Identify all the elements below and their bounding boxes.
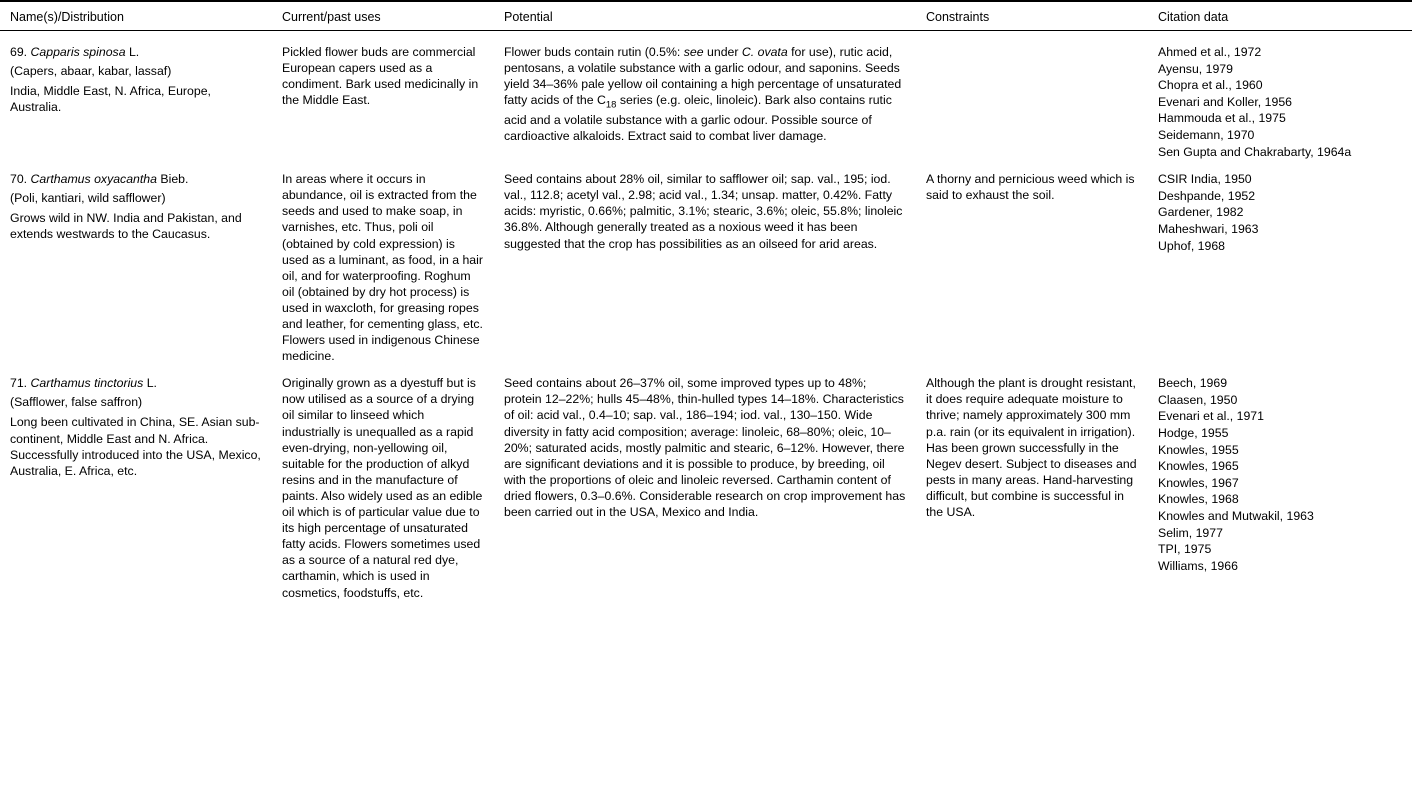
entry-title (10, 44, 262, 60)
potential-text: Seed contains about 26–37% oil, some improved types up to 48%; protein 12–22%; hulls 45–48%, thin-hulled types 14–18%. Characteristics of oil: acid val., 0.4–10; sap. val., 186–194; iod. val., 130–150. Wide diversity in fatty acid composition; average: linoleic, 68–80%; oleic, 10–20%; saturated acids, mostly palmitic and stearic, 6–12%. However, there are significant deviations and it is possible to produce, by breeding, oil with the proportions of oleic and linoleic reversed. Carthamin content of dried flowers, 0.3–0.6%. Considerable research on crop improvement has been carried out in the USA, Mexico and India. (504, 376, 906, 520)
entry-title (10, 171, 262, 187)
entry-authority: L. (146, 376, 157, 391)
constraints-text: Although the plant is drought resistant, it does require adequate moisture to thrive; namely approximately 300 mm p.a. rain (or its equivalent in irrigation). Has been grown successfully in the Negev desert. Subject to diseases and pests in many areas. Hand-harvesting difficult, but combine is successful in the USA. (926, 376, 1137, 520)
table-body (0, 31, 1412, 603)
citation-entry: Ahmed et al., 1972 (1158, 45, 1262, 59)
citation-entry: Seidemann, 1970 (1158, 127, 1255, 142)
column-header-constraints: Constraints (916, 1, 1148, 31)
citation-entry: Gardener, 1982 (1158, 205, 1244, 220)
entry-common-names: (Safflower, false saffron) (10, 395, 143, 410)
entry-distribution: India, Middle East, N. Africa, Europe, Australia. (10, 84, 211, 115)
potential-subscript: 18 (605, 99, 617, 111)
citation-entry: Knowles and Mutwakil, 1963 (1158, 509, 1314, 524)
cell-current-past-uses (272, 31, 494, 163)
entry-number: 69. (10, 45, 28, 59)
cell-citation-data (1148, 31, 1412, 163)
cell-current-past-uses (272, 162, 494, 366)
column-header-citation-data: Citation data (1148, 1, 1412, 31)
citation-entry: Knowles, 1965 (1158, 459, 1239, 474)
potential-segment-3: for use), rutic acid, pentosans, a volatile substance with a garlic odour, and saponins. Seeds yield 34–36% pale yellow oil containing a high percentage of unsaturated fatty acids of the C (504, 45, 902, 108)
entry-number: 70. (10, 172, 28, 187)
entry-authority: L. (128, 45, 140, 59)
citation-entry: TPI, 1975 (1158, 542, 1212, 557)
citation-entry: Knowles, 1955 (1158, 442, 1239, 457)
citation-entry: Chopra et al., 1960 (1158, 78, 1263, 93)
cell-potential (494, 162, 916, 366)
column-header-names-distribution: Name(s)/Distribution (0, 1, 272, 31)
column-header-current-past-uses: Current/past uses (272, 1, 494, 31)
entry-scientific-name: Carthamus oxyacantha (30, 172, 157, 187)
potential-text: Seed contains about 28% oil, similar to safflower oil; sap. val., 195; iod. val., 112.8; acetyl val., 2.98; acid val., 1.34; unsap. matter, 0.42%. Fatty acids: myristic, 0.66%; palmitic, 3.1%; stearic, 3.6%; oleic, 55.8%; linoleic 36.8%. Although generally treated as a noxious weed it has been suggested that the crop has possibilities as an oilseed for arid areas. (504, 172, 903, 251)
column-header-potential: Potential (494, 1, 916, 31)
citation-entry: Uphof, 1968 (1158, 238, 1226, 253)
entry-authority: Bieb. (160, 172, 189, 187)
citation-entry: CSIR India, 1950 (1158, 172, 1252, 187)
citation-entry: Ayensu, 1979 (1158, 61, 1233, 76)
constraints-text: A thorny and pernicious weed which is said to exhaust the soil. (926, 172, 1135, 203)
citation-entry: Sen Gupta and Chakrabarty, 1964a (1158, 144, 1352, 159)
cell-constraints (916, 366, 1148, 602)
current-uses-text: Pickled flower buds are commercial European capers used as a condiment. Bark used medicinally in the Middle East. (282, 45, 479, 108)
cell-name-distribution (0, 162, 272, 366)
cell-potential (494, 31, 916, 163)
entry-common-names: (Capers, abaar, kabar, lassaf) (10, 64, 172, 79)
citation-entry: Claasen, 1950 (1158, 392, 1238, 407)
citation-entry: Williams, 1966 (1158, 558, 1238, 573)
table-header (0, 1, 1412, 31)
cell-citation-data (1148, 366, 1412, 602)
table-row (0, 162, 1412, 366)
potential-segment-2: under (703, 45, 742, 59)
potential-segment-4: series (e.g. oleic, linoleic). Bark also contains rutic acid and a volatile substance with a garlic odour. Possible source of cardioactive alkaloids. Extract said to combat liver damage. (504, 93, 892, 144)
potential-text (504, 44, 906, 144)
table-row (0, 31, 1412, 163)
entry-distribution: Grows wild in NW. India and Pakistan, and extends westwards to the Caucasus. (10, 211, 242, 242)
citation-entry: Evenari and Koller, 1956 (1158, 94, 1292, 109)
citation-entry: Maheshwari, 1963 (1158, 221, 1259, 236)
entry-scientific-name: Carthamus tinctorius (30, 376, 144, 391)
current-uses-text: Originally grown as a dyestuff but is now utilised as a source of a drying oil similar to linseed which industrially is unequalled as a rapid even-drying, non-yellowing oil, suitable for the production of alkyd resins and in the manufacture of paints. Also widely used as an edible oil which is of particular value due to its high percentage of unsaturated fatty acids. Flowers sometimes used as a source of a natural red dye, carthamin, which is used in cosmetics, foodstuffs, etc. (282, 376, 483, 600)
potential-species: C. ovata (741, 45, 788, 59)
citation-entry: Knowles, 1967 (1158, 475, 1239, 490)
cell-name-distribution (0, 366, 272, 602)
potential-see: see (683, 45, 704, 59)
table-row (0, 366, 1412, 602)
cell-constraints (916, 162, 1148, 366)
entry-scientific-name: Capparis spinosa (30, 45, 126, 59)
cell-potential (494, 366, 916, 602)
cell-name-distribution (0, 31, 272, 163)
cell-citation-data (1148, 162, 1412, 366)
cell-current-past-uses (272, 366, 494, 602)
citation-entry: Hodge, 1955 (1158, 426, 1229, 441)
citation-entry: Selim, 1977 (1158, 525, 1223, 540)
potential-segment-1: Flower buds contain rutin (0.5%: (504, 45, 684, 59)
entry-title (10, 375, 262, 391)
citation-entry: Beech, 1969 (1158, 376, 1228, 391)
entry-common-names: (Poli, kantiari, wild safflower) (10, 191, 166, 206)
citation-entry: Evenari et al., 1971 (1158, 409, 1264, 424)
citation-entry: Deshpande, 1952 (1158, 188, 1256, 203)
current-uses-text: In areas where it occurs in abundance, oil is extracted from the seeds and used to make soap, in varnishes, etc. Thus, poli oil (obtained by cold expression) is used as a luminant, as food, in a hair oil, and for waterproofing. Roghum oil (obtained by dry hot process) is used in waxcloth, for greasing ropes and leather, for cementing glass, etc. Flowers used in indigenous Chinese medicine. (282, 172, 483, 364)
citation-entry: Hammouda et al., 1975 (1158, 111, 1286, 126)
entry-number: 71. (10, 376, 28, 391)
cell-constraints (916, 31, 1148, 163)
citation-entry: Knowles, 1968 (1158, 492, 1239, 507)
entry-distribution: Long been cultivated in China, SE. Asian sub-continent, Middle East and N. Africa. Successfully introduced into the USA, Mexico, Australia, E. Africa, etc. (10, 415, 261, 478)
